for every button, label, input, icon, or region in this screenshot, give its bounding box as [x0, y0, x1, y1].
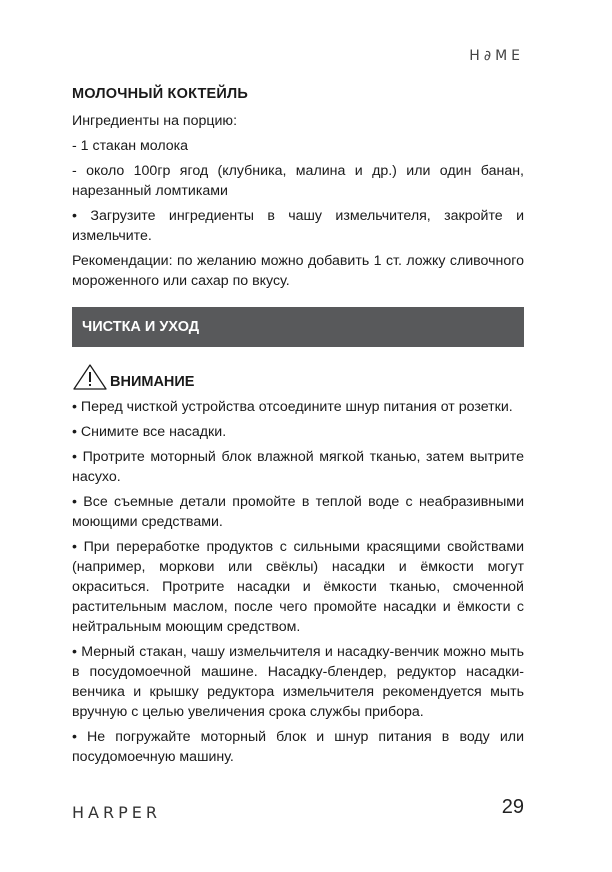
- care-instruction: • Мерный стакан, чашу измельчителя и насадку-венчик можно мыть в посудомоечной машине. Насадку-блендер, редуктор насадки-венчика и крышку редуктора измельчителя рекомендуется мыть вручную с целью увеличения срока службы прибора.: [72, 644, 524, 720]
- recipe-title: МОЛОЧНЫЙ КОКТЕЙЛЬ: [72, 86, 249, 102]
- page-content: [72, 86, 524, 772]
- care-instruction: • При переработке продуктов с сильными красящими свойствами (например, моркови или свёклы) насадки и ёмкости могут окраситься. Протрите насадки и ёмкости тканью, смоченной растительным маслом, после чего промойте насадки и ёмкости с нейтральным моющим средством.: [72, 539, 524, 635]
- recipe-paragraph: Рекомендации: по желанию можно добавить 1 ст. ложку сливочного мороженного или сахар по вкусу.: [72, 253, 524, 289]
- warning-triangle-icon: [72, 363, 108, 391]
- warning-label: ВНИМАНИЕ: [110, 374, 195, 390]
- care-instruction: • Перед чисткой устройства отсоедините шнур питания от розетки.: [72, 399, 513, 415]
- care-instruction: • Все съемные детали промойте в теплой воде с неабразивными моющими средствами.: [72, 494, 524, 530]
- home-brand-logo: H∂ME: [469, 48, 524, 64]
- recipe-paragraph: - 1 стакан молока: [72, 138, 189, 154]
- recipe-paragraph: • Загрузите ингредиенты в чашу измельчителя, закройте и измельчите.: [72, 208, 524, 244]
- care-instruction: • Снимите все насадки.: [72, 424, 227, 440]
- warning-heading: [72, 361, 524, 391]
- harper-brand-logo: HARPER: [72, 803, 161, 822]
- section-header-cleaning: ЧИСТКА И УХОД: [72, 307, 524, 347]
- page-number: 29: [501, 796, 524, 818]
- recipe-paragraph: - около 100гр ягод (клубника, малина и др.) или один банан, нарезанный ломтиками: [72, 163, 524, 199]
- recipe-paragraph: Ингредиенты на порцию:: [72, 113, 238, 129]
- care-instruction: • Не погружайте моторный блок и шнур питания в воду или посудомоечную машину.: [72, 729, 524, 765]
- care-instruction: • Протрите моторный блок влажной мягкой тканью, затем вытрите насухо.: [72, 449, 524, 485]
